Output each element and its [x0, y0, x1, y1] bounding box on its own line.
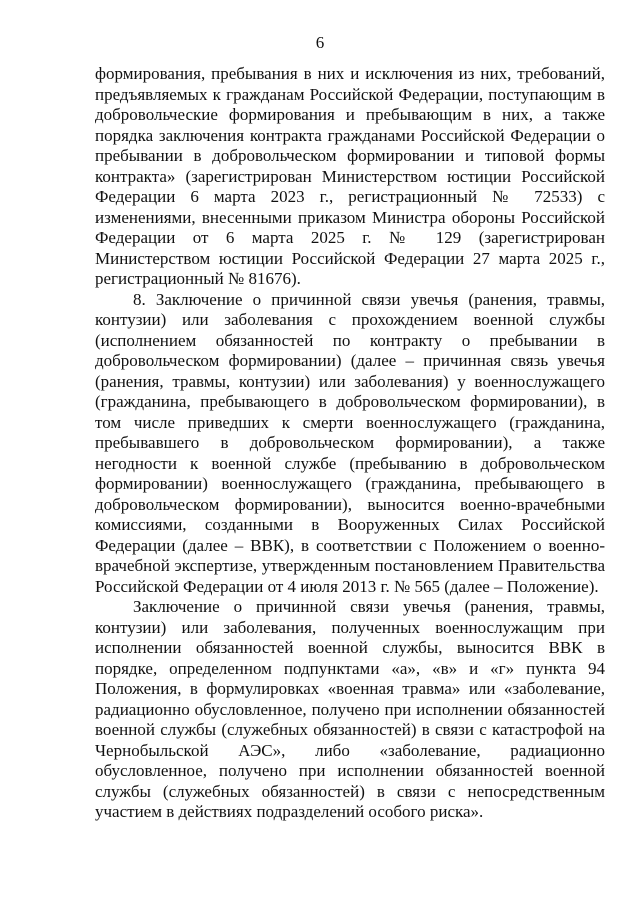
paragraph-conclusion: Заключение о причинной связи увечья (ранения, травмы, контузии) или заболевания, полученных военнослужащим при исполнении обязанностей военной службы, выносится ВВК в порядке, определенном подпунктами «а», «в» и «г» пункта 94 Положения, в формулировках «военная травма» или «заболевание, радиационно обусловленное, получено при исполнении обязанностей военной службы (служебных обязанностей) в связи с катастрофой на Чернобыльской АЭС», либо «заболевание, радиационно обусловленное, получено при исполнении обязанностей военной службы (служебных обязанностей) в связи с непосредственным участием в действиях подразделений особого риска». [95, 597, 605, 821]
paragraph-8: 8. Заключение о причинной связи увечья (ранения, травмы, контузии) или заболевания с прохождением военной службы (исполнением обязанностей по контракту о пребывании в добровольческом формировании) (далее – причинная связь увечья (ранения, травмы, контузии) или заболевания) у военнослужащего (гражданина, пребывающего в добровольческом формировании), в том числе приведших к смерти военнослужащего (гражданина, пребывавшего в добровольческом формировании), а также негодности к военной службе (пребыванию в добровольческом формировании) военнослужащего (гражданина, пребывающего в добровольческом формировании), выносится военно-врачебными комиссиями, созданными в Вооруженных Силах Российской Федерации (далее – ВВК), в соответствии с Положением о военно-врачебной экспертизе, утвержденным постановлением Правительства Российской Федерации от 4 июля 2013 г. № 565 (далее – Положение). [95, 289, 605, 596]
document-body [95, 64, 605, 823]
page-number: 6 [315, 33, 325, 52]
paragraph-continuation: формирования, пребывания в них и исключения из них, требований, предъявляемых к гражданам Российской Федерации, поступающим в добровольческие формирования и пребывающим в них, а также порядка заключения контракта гражданами Российской Федерации о пребывании в добровольческом формировании и типовой формы контракта» (зарегистрирован Министерством юстиции Российской Федерации 6 марта 2023 г., регистрационный № 72533) с изменениями, внесенными приказом Министра обороны Российской Федерации от 6 марта 2025 г. № 129 (зарегистрирован Министерством юстиции Российской Федерации 27 марта 2025 г., регистрационный № 81676). [95, 64, 605, 288]
